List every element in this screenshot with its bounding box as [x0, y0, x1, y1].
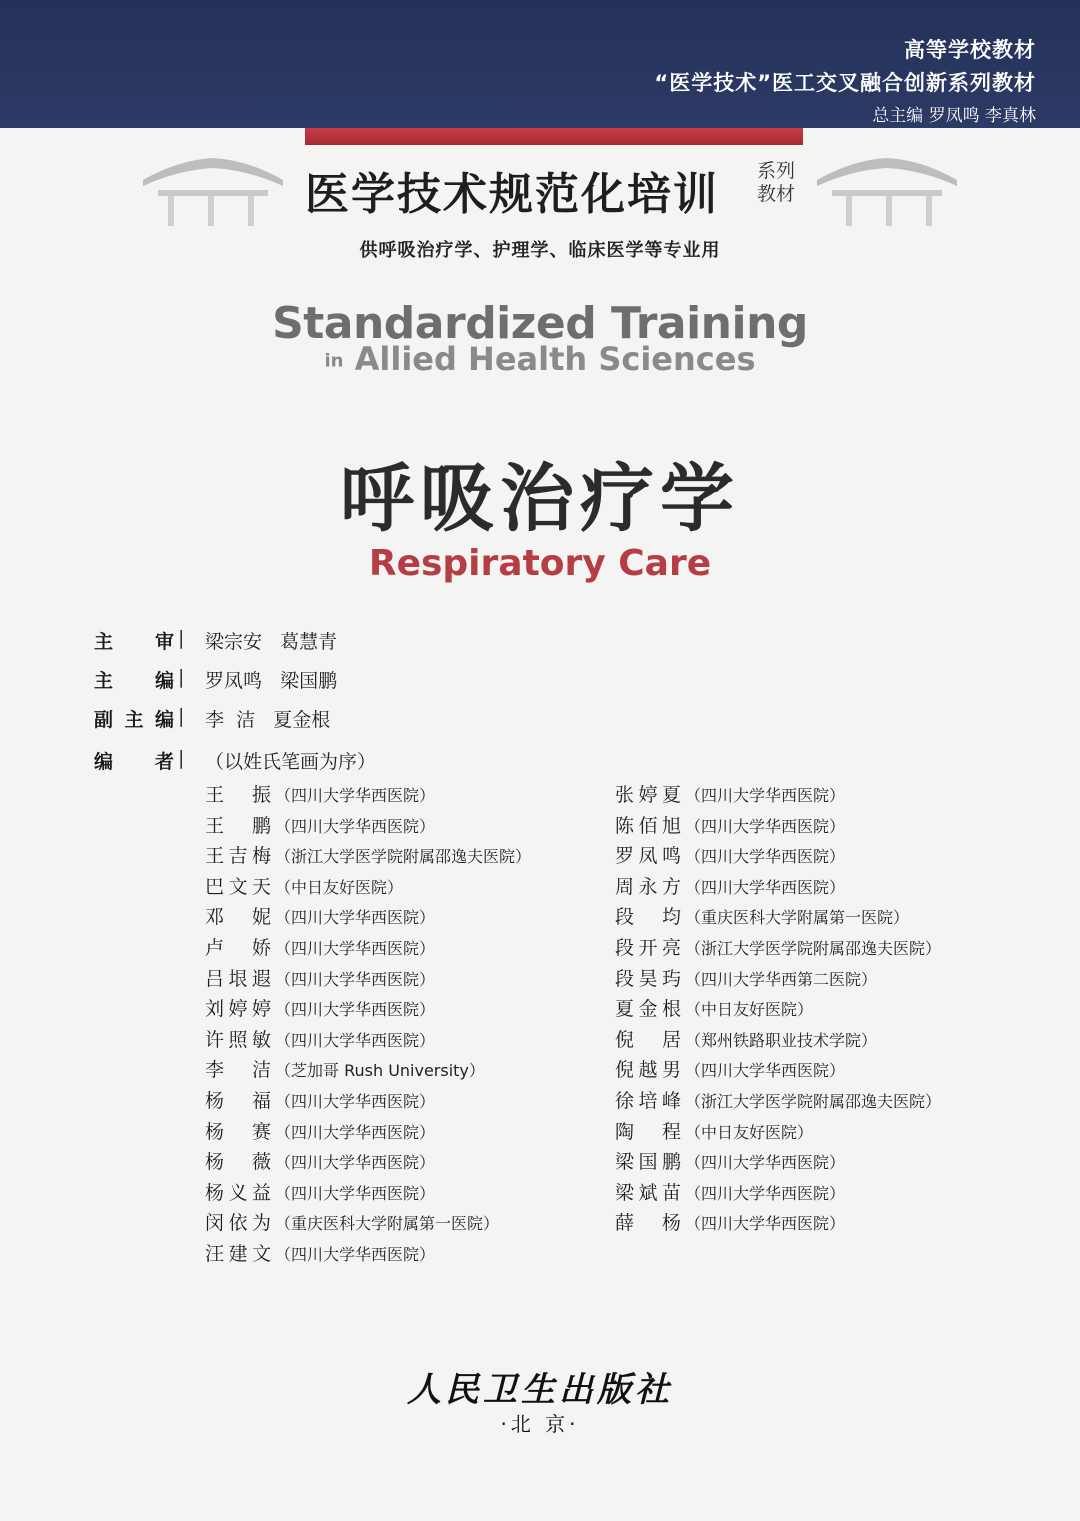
- editor-name: 汪建文: [205, 1242, 271, 1265]
- editor-name: 刘婷婷: [205, 998, 271, 1021]
- role-names-editors-note: （以姓氏笔画为序）: [205, 751, 377, 773]
- editor-affiliation: （四川大学华西医院）: [275, 1244, 436, 1264]
- pavilion-roof-left-icon: [138, 140, 288, 230]
- book-subtitle: Respiratory Care: [368, 543, 712, 584]
- editor-entry: [205, 1055, 531, 1086]
- role-label-associate-editor: 副主编: [94, 709, 174, 731]
- editor-affiliation: （四川大学华西医院）: [275, 816, 436, 836]
- editor-name: 张婷夏: [615, 784, 681, 806]
- book-title: 呼吸治疗学: [340, 456, 740, 542]
- editor-affiliation: （芝加哥 Rush University）: [275, 1061, 485, 1081]
- editor-entry: [615, 1086, 941, 1117]
- series-title: 医学技术规范化培训: [305, 169, 719, 220]
- editor-entry: [615, 811, 941, 842]
- editor-entry: [205, 841, 531, 872]
- editor-affiliation: （四川大学华西医院）: [685, 816, 846, 836]
- editor-entry: [205, 780, 531, 811]
- editor-affiliation: （四川大学华西第二医院）: [685, 969, 878, 989]
- editor-affiliation: （浙江大学医学院附属邵逸夫医院）: [685, 1091, 942, 1111]
- editor-affiliation: （中日友好医院）: [685, 1000, 814, 1020]
- series-english-rest: Allied Health Sciences: [354, 340, 756, 378]
- editor-name: 闵依为: [205, 1212, 271, 1235]
- editor-affiliation: （四川大学华西医院）: [685, 1153, 846, 1173]
- editor-name: 倪越男: [615, 1059, 681, 1082]
- editor-name: 陶程: [615, 1120, 681, 1143]
- editor-affiliation: （四川大学华西医院）: [275, 1122, 436, 1142]
- editor-name: 王鹏: [205, 814, 271, 837]
- editor-name: 梁国鹏: [615, 1151, 681, 1174]
- editor-entry: [615, 872, 941, 903]
- publisher-city: ·北 京·: [500, 1412, 580, 1436]
- role-names-chief-editor: 罗凤鸣 梁国鹏: [205, 670, 338, 692]
- editor-affiliation: （四川大学华西医院）: [685, 786, 846, 805]
- editor-name: 陈佰旭: [615, 814, 681, 837]
- editor-name: 周永方: [615, 875, 681, 898]
- editors-right-column: [615, 780, 941, 1239]
- editors-left-column: [205, 780, 531, 1270]
- editor-entry: [615, 994, 941, 1025]
- role-label-editors: 编 者: [94, 751, 174, 773]
- editor-name: 邓妮: [205, 906, 271, 929]
- editor-entry: [205, 872, 531, 903]
- role-names-associate-editor: 李 洁 夏金根: [205, 709, 331, 731]
- editor-name: 卢娇: [205, 936, 271, 959]
- editor-affiliation: （重庆医科大学附属第一医院）: [275, 1214, 500, 1234]
- editor-affiliation: （四川大学华西医院）: [685, 1183, 846, 1203]
- editor-entry: [205, 1025, 531, 1056]
- editor-entry: [615, 841, 941, 872]
- editor-name: 巴文天: [205, 875, 271, 898]
- editor-name: 许照敏: [205, 1028, 271, 1051]
- editor-affiliation: （四川大学华西医院）: [275, 1091, 436, 1111]
- editor-name: 杨赛: [205, 1120, 271, 1143]
- editor-affiliation: （四川大学华西医院）: [275, 1153, 436, 1173]
- editor-entry: [615, 1025, 941, 1056]
- editor-entry: [205, 1239, 531, 1270]
- editor-affiliation: （四川大学华西医院）: [685, 1214, 846, 1234]
- top-banner: [0, 0, 1080, 128]
- editor-affiliation: （四川大学华西医院）: [275, 908, 436, 928]
- red-accent-bar: [305, 128, 803, 145]
- series-suffix: 系列教材: [757, 160, 796, 205]
- editor-affiliation: （四川大学华西医院）: [275, 1030, 436, 1050]
- editor-affiliation: （四川大学华西医院）: [685, 1061, 846, 1081]
- editor-entry: [615, 902, 941, 933]
- series-english-line1: Standardized Training: [272, 298, 808, 349]
- editor-entry: [205, 1208, 531, 1239]
- editor-entry: [615, 1117, 941, 1148]
- editor-affiliation: （四川大学华西医院）: [275, 969, 436, 989]
- publisher-name: 人民卫生出版社: [407, 1370, 673, 1410]
- editor-name: 段昊玙: [615, 967, 681, 990]
- editor-name: 段均: [615, 906, 681, 929]
- editor-name: 倪居: [615, 1028, 681, 1051]
- editor-entry: [205, 1147, 531, 1178]
- editor-entry: [615, 1055, 941, 1086]
- editor-name: 王振: [205, 784, 271, 806]
- editor-name: 杨福: [205, 1089, 271, 1112]
- editor-affiliation: （四川大学华西医院）: [275, 1183, 436, 1203]
- editor-name: 夏金根: [615, 998, 681, 1021]
- role-separator: |: [178, 705, 185, 727]
- editor-affiliation: （四川大学华西医院）: [685, 877, 846, 897]
- role-separator: |: [178, 666, 185, 688]
- role-separator: |: [178, 627, 185, 649]
- editor-affiliation: （中日友好医院）: [685, 1122, 814, 1142]
- editor-entry: [205, 1178, 531, 1209]
- editor-affiliation: （郑州铁路职业技术学院）: [685, 1030, 878, 1050]
- editor-entry: [615, 933, 941, 964]
- editor-entry: [205, 933, 531, 964]
- editor-affiliation: （四川大学华西医院）: [275, 786, 436, 805]
- editor-entry: [205, 811, 531, 842]
- banner-chief-editors: 总主编 罗凤鸣 李真林: [872, 106, 1036, 126]
- editor-affiliation: （浙江大学医学院附属邵逸夫医院）: [685, 938, 942, 958]
- editor-name: 杨义益: [205, 1181, 271, 1204]
- editor-entry: [205, 964, 531, 995]
- editor-affiliation: （四川大学华西医院）: [275, 1000, 436, 1020]
- editor-name: 罗凤鸣: [615, 845, 681, 868]
- editor-entry: [615, 1208, 941, 1239]
- editor-entry: [615, 964, 941, 995]
- editor-name: 梁斌苗: [615, 1181, 681, 1204]
- editor-entry: [615, 1178, 941, 1209]
- editor-affiliation: （中日友好医院）: [275, 877, 404, 897]
- series-english-line2: [0, 340, 1080, 378]
- intended-usage: 供呼吸治疗学、护理学、临床医学等专业用: [359, 240, 721, 261]
- editor-name: 李洁: [205, 1059, 271, 1082]
- editor-entry: [205, 1117, 531, 1148]
- role-names-chief-reviewer: 梁宗安 葛慧青: [205, 631, 338, 653]
- editor-entry: [205, 994, 531, 1025]
- editor-name: 薛杨: [615, 1212, 681, 1235]
- editor-name: 段开亮: [615, 936, 681, 959]
- editor-affiliation: （重庆医科大学附属第一医院）: [685, 908, 910, 928]
- editor-name: 王吉梅: [205, 845, 271, 868]
- editor-name: 吕垠遐: [205, 967, 271, 990]
- editor-affiliation: （四川大学华西医院）: [275, 938, 436, 958]
- banner-series-label: “医学技术”医工交叉融合创新系列教材: [654, 71, 1036, 95]
- editor-entry: [615, 780, 941, 811]
- role-label-chief-reviewer: 主 审: [94, 631, 174, 653]
- editor-name: 杨薇: [205, 1151, 271, 1174]
- pavilion-roof-right-icon: [812, 140, 962, 230]
- editor-name: 徐培峰: [615, 1089, 681, 1112]
- editor-affiliation: （四川大学华西医院）: [685, 847, 846, 867]
- editor-entry: [205, 1086, 531, 1117]
- editor-affiliation: （浙江大学医学院附属邵逸夫医院）: [275, 847, 532, 867]
- banner-textbook-label: 高等学校教材: [904, 38, 1036, 62]
- editor-entry: [615, 1147, 941, 1178]
- role-label-chief-editor: 主 编: [94, 670, 174, 692]
- role-separator: |: [178, 747, 185, 769]
- editor-entry: [205, 902, 531, 933]
- series-english-in: in: [324, 350, 344, 372]
